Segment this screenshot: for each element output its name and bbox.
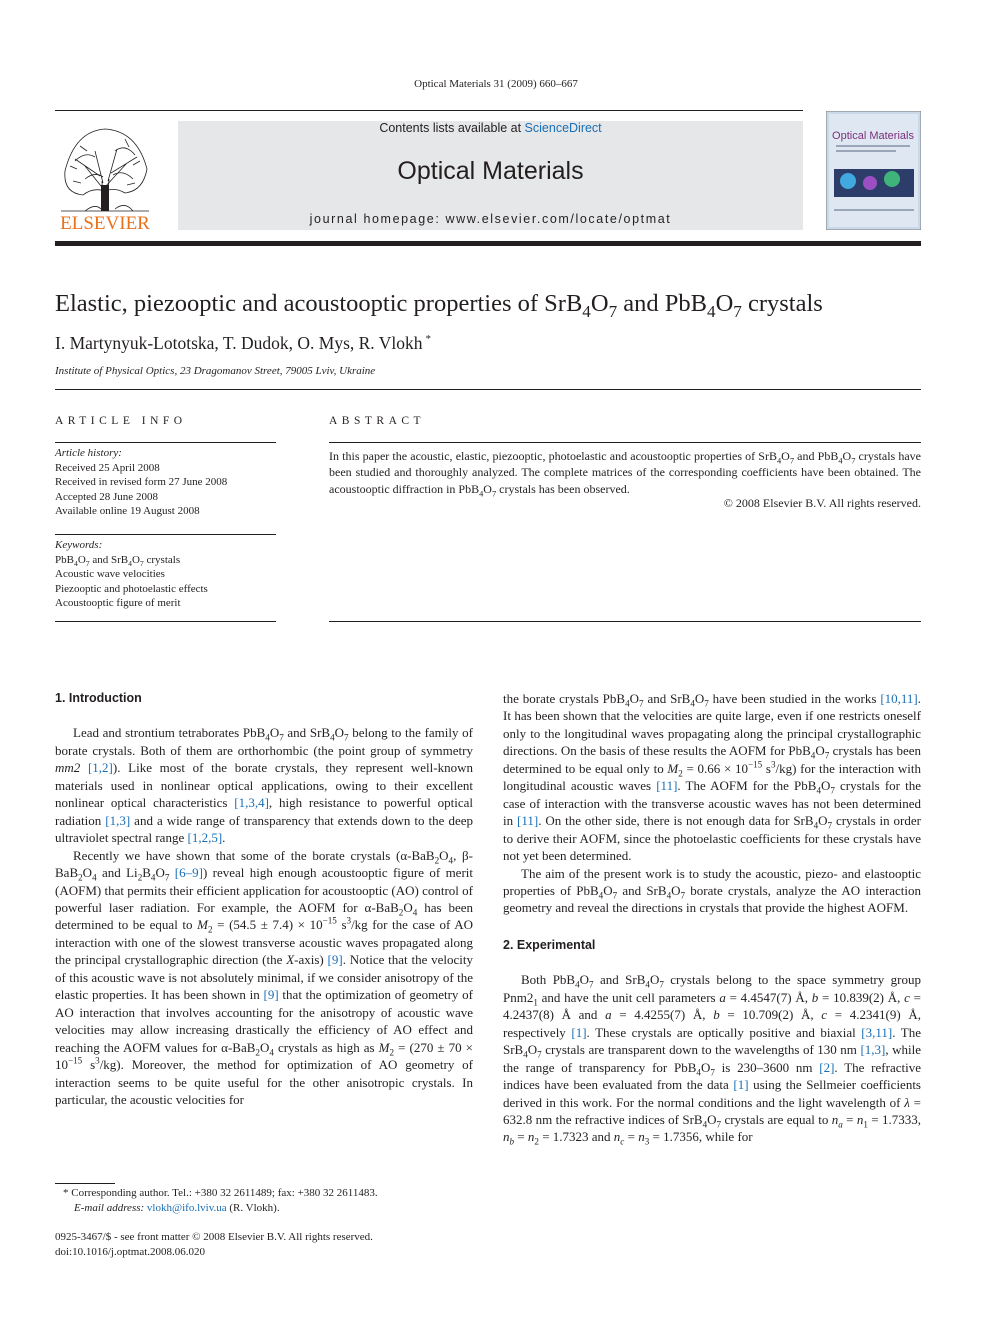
author-list	[55, 333, 431, 354]
elsevier-wordmark: ELSEVIER	[60, 213, 150, 233]
citation-link[interactable]: [1,3]	[105, 812, 131, 828]
journal-banner	[178, 121, 803, 230]
citation-link[interactable]: [1]	[571, 1024, 587, 1040]
running-head: Optical Materials 31 (2009) 660–667	[414, 78, 578, 90]
affiliation: Institute of Physical Optics, 23 Dragomanov Street, 79005 Lviv, Ukraine	[55, 365, 376, 377]
citation-link[interactable]: [9]	[263, 987, 279, 1003]
body-right-column	[503, 690, 921, 1146]
citation-link[interactable]: [6–9]	[174, 865, 203, 881]
contents-prefix: Contents lists available at	[379, 121, 525, 135]
article-title-text: Elastic, piezooptic and acoustooptic properties of $SrB_4O_7$ and $PbB_4O_7$ crystals	[55, 290, 823, 321]
body-paragraph: Recently we have shown that some of the borate crystals ($\alpha-BaB_2O_4$, $\beta-BaB_2O_4$ and $Li_2B_4O_7$ [6–9]) reveal high enough acoustooptic figure of merit (AOFM) that permits their efficient application for acoustooptic (AO) control of powerful laser radiation. For example, the AOFM for $\alpha-BaB_2O_4$ has been determined to be equal to $M_2 = (54.5 \pm 7.4) \times 10^{-15}$ $s^3/kg$ for the case of AO interaction with one of the slowest transverse acoustic waves propagated along the principal crystallographic direction (the X-axis) [9]. Notice that the velocity of this acoustic wave is not absolutely minimal, if we consider anisotropy of the elastic properties. It has been shown in [9] that the optimization of geometry of AO interaction that involves accounting for the anisotropy of acoustic wave velocities may allow increasing drastically the efficiency of AO effect and reaching the AOFM values for $\alpha-BaB_2O_4$ crystals as high as $M_2 = (270 \pm 70 \times 10^{-15}$ $s^3/kg$). Moreover, the method for optimization of AO geometry of interaction seems to be quite useful for the other anisotropic crystals. In particular, the acoustic velocities for	[55, 847, 473, 1107]
citation-link[interactable]: [1,3,4]	[234, 795, 269, 811]
email-suffix: (R. Vlokh).	[229, 1201, 280, 1214]
section-heading-introduction: 1. Introduction	[55, 691, 142, 705]
history-accepted: Accepted 28 June 2008	[55, 490, 158, 503]
sciencedirect-link[interactable]: ScienceDirect	[524, 121, 602, 135]
article-info-heading: ARTICLE INFO	[55, 415, 187, 427]
citation-link[interactable]: [1,2]	[87, 760, 113, 776]
corresponding-author-mark[interactable]: *	[425, 333, 431, 346]
citation-link[interactable]: [1,2,5]	[187, 830, 223, 846]
article-title	[55, 290, 823, 321]
citation-link[interactable]: [2]	[819, 1059, 835, 1075]
body-paragraph: The aim of the present work is to study the acoustic, piezo- and elastooptic properties of $PbB_4O_7$ and $SrB_4O_7$ borate crystals, analyze the AO interaction geometry and reveal the directions in crystals that provide the highest AOFM.	[503, 865, 921, 916]
front-matter	[55, 1230, 373, 1259]
keyword-item: Piezooptic and photoelastic effects	[55, 582, 208, 595]
citation-link[interactable]: [11]	[517, 813, 539, 829]
journal-homepage[interactable]: journal homepage: www.elsevier.com/locate/optmat	[309, 212, 672, 226]
citation-link[interactable]: [11]	[656, 778, 678, 794]
journal-cover-thumbnail	[826, 111, 921, 230]
body-paragraph: Both $PbB_4O_7$ and $SrB_4O_7$ crystals belong to the space symmetry group $Pnm2_1$ and have the unit cell parameters a = 4.4547(7) Å, b = 10.839(2) Å, c = 4.2437(8) Å and a = 4.4255(7) Å, b = 10.709(2) Å, c = 4.2341(9) Å, respectively [1]. These crystals are optically positive and biaxial [3,11]. The $SrB_4O_7$ crystals are transparent down to the wavelengths of 130 nm [1,3], while the range of transparency for $PbB_4O_7$ is 230–3600 nm [2]. The refractive indices have been evaluated from the data [1] using the Sellmeier coefficients derived in this work. For the normal conditions and the light wavelength of λ = 632.8 nm the refractive indices of $SrB_4O_7$ crystals are equal to $n_a = n_1 = 1.7333$, $n_b = n_2 = 1.7323$ and $n_c = n_3 = 1.7356$, while for	[503, 972, 922, 1148]
abstract-text: In this paper the acoustic, elastic, piezooptic, photoelastic and acoustooptic properties of $SrB_4O_7$ and $PbB_4O_7$ crystals have been studied and thoroughly analyzed. The complete matrices of the corresponding coefficients have been obtained. The acoustooptic diffraction in $PbB_4O_7$ crystals has been observed.	[329, 449, 921, 498]
cover-title: Optical Materials	[832, 130, 914, 142]
keyword-item: Acoustic wave velocities	[55, 568, 165, 580]
header-thick-rule	[55, 241, 921, 246]
top-rule	[55, 110, 803, 111]
body-left-column	[55, 690, 473, 1108]
keywords-rule	[55, 534, 276, 535]
article-info-rule	[55, 442, 276, 443]
abstract-bottom-rule	[329, 621, 921, 622]
history-received: Received 25 April 2008	[55, 461, 160, 474]
email-label: E-mail address:	[74, 1201, 145, 1214]
journal-name: Optical Materials	[397, 157, 584, 185]
footnote-rule	[55, 1183, 115, 1184]
elsevier-tree-logo	[55, 121, 155, 233]
citation-link[interactable]: [9]	[327, 952, 343, 968]
doi[interactable]: doi:10.1016/j.optmat.2008.06.020	[55, 1245, 206, 1258]
citation-link[interactable]: [3,11]	[861, 1024, 893, 1040]
email-link[interactable]: vlokh@ifo.lviv.ua	[146, 1201, 227, 1214]
section-heading-experimental: 2. Experimental	[503, 937, 596, 952]
issn-copyright: 0925-3467/$ - see front matter © 2008 Elsevier B.V. All rights reserved.	[55, 1231, 373, 1243]
keywords	[55, 538, 285, 611]
abstract-rule	[329, 442, 921, 443]
article-history	[55, 446, 285, 519]
history-label: Article history:	[55, 447, 122, 459]
history-online: Available online 19 August 2008	[55, 505, 200, 517]
footnote-corresponding: * Corresponding author. Tel.: +380 32 2611489; fax: +380 32 2611483.	[63, 1187, 378, 1199]
citation-link[interactable]: [10,11]	[880, 691, 918, 706]
body-paragraph: Lead and strontium tetraborates $PbB_4O_7$ and $SrB_4O_7$ belong to the family of borate crystals. Both of them are orthorhombic (the point group of symmetry mm2 [1,2]). Like most of the borate crystals, they represent well-known materials used in nonlinear optical applications, owing to their excellent nonlinear optical characteristics [1,3,4], high resistance to powerful optical radiation [1,3] and a wide range of transparency that extends down to the deep ultraviolet spectral range [1,2,5].	[55, 725, 474, 846]
article-info-bottom-rule	[55, 621, 276, 622]
keyword-item: $PbB_4O_7$ and $SrB_4O_7$ crystals	[55, 553, 181, 568]
body-paragraph: the borate crystals $PbB_4O_7$ and $SrB_4O_7$ have been studied in the works [10,11]. It has been shown that the velocities are quite large, even if one restricts oneself only to the longitudinal waves propagating along the principal crystallographic directions. On the basis of these results the AOFM for $PbB_4O_7$ crystals has been determined to be equal only to $M_2 = 0.66 \times 10^{-15}$ $s^3/kg$) for the interaction with longitudinal acoustic waves [11]. The AOFM for the $PbB_4O_7$ crystals for the case of interaction with the transverse acoustic waves has not been determined in [11]. On the other side, there is not enough data for $SrB_4O_7$ crystals in order to derive their AOFM, since the photoelastic coefficients for these crystals have not yet been determined.	[503, 691, 922, 864]
authors-text: I. Martynyuk-Lototska, T. Dudok, O. Mys, R. Vlokh	[55, 333, 423, 353]
abstract-heading: ABSTRACT	[329, 415, 426, 427]
history-revised: Received in revised form 27 June 2008	[55, 476, 228, 488]
affiliation-rule	[55, 389, 921, 390]
citation-link[interactable]: [1,3]	[860, 1042, 886, 1058]
footnote	[55, 1186, 495, 1215]
contents-line	[178, 121, 803, 135]
abstract-copyright: © 2008 Elsevier B.V. All rights reserved.	[723, 496, 921, 510]
keyword-item: Acoustooptic figure of merit	[55, 597, 181, 609]
footnote-email-line	[55, 1201, 495, 1216]
citation-link[interactable]: [1]	[733, 1077, 749, 1093]
keywords-label: Keywords:	[55, 539, 103, 551]
